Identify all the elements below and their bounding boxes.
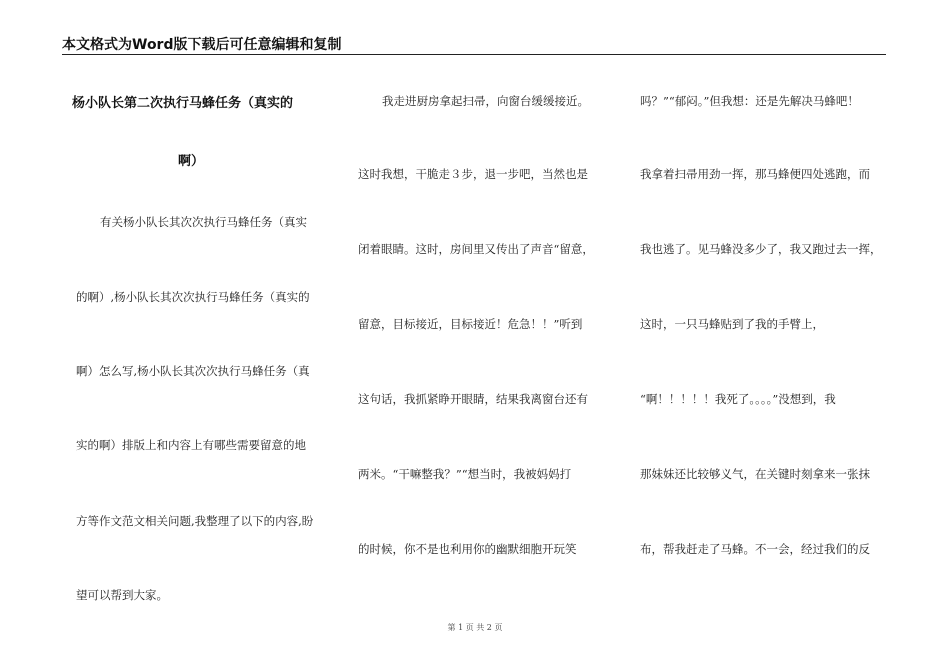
page-number: 第 1 页 共 2 页	[447, 623, 503, 632]
column-1-line: 啊）怎么写,杨小队长其次次执行马蜂任务（真	[76, 364, 310, 378]
column-3-line: 我也逃了。见马蜂没多少了，我又跑过去一挥，	[640, 242, 882, 256]
column-1-line: 有关杨小队长其次次执行马蜂任务（真实	[100, 215, 307, 229]
column-3-line: 这时，一只马蜂贴到了我的手臂上，	[640, 317, 824, 331]
column-2-line: 我走进厨房拿起扫帚，向窗台缓缓接近。	[382, 94, 589, 108]
column-2-line: 这时我想，干脆走３步，退一步吧，当然也是	[358, 167, 588, 181]
column-3-line: 那妹妹还比较够义气，在关键时刻拿来一张抹	[640, 467, 870, 481]
column-2-line: 的时候，你不是也利用你的幽默细胞开玩笑	[358, 542, 577, 556]
column-3-line: 布，帮我赶走了马蜂。不一会，经过我们的反	[640, 542, 870, 556]
column-1-line: 方等作文范文相关问题,我整理了以下的内容,盼	[76, 514, 314, 528]
column-1-line: 的啊）,杨小队长其次次执行马蜂任务（真实的	[76, 290, 310, 304]
column-2-line: 这句话，我抓紧睁开眼睛，结果我离窗台还有	[358, 392, 588, 406]
column-2-line: 留意，目标接近，目标接近！危急！！”听到	[358, 317, 583, 331]
article-title-line-1: 杨小队长第二次执行马蜂任务（真实的	[72, 96, 294, 111]
document-header-title: 本文格式为Word版下载后可任意编辑和复制	[62, 37, 342, 53]
header-divider	[62, 54, 886, 55]
column-2-line: 两米。“干嘛整我？”“想当时，我被妈妈打	[358, 467, 572, 481]
column-3-line: 我拿着扫帚用劲一挥，那马蜂便四处逃跑，而	[640, 167, 870, 181]
column-3-line: 吗？”“郁闷。”但我想：还是先解决马蜂吧！	[640, 94, 859, 108]
column-2-line: 闭着眼睛。这时，房间里又传出了声音“留意，	[358, 242, 594, 256]
column-1-line: 实的啊）排版上和内容上有哪些需要留意的地	[76, 438, 306, 452]
column-3-line: “啊！！！！！我死了。。。。”没想到，我	[640, 392, 836, 406]
column-1-line: 望可以帮到大家。	[76, 588, 168, 602]
article-title-line-2: 啊）	[178, 154, 205, 169]
